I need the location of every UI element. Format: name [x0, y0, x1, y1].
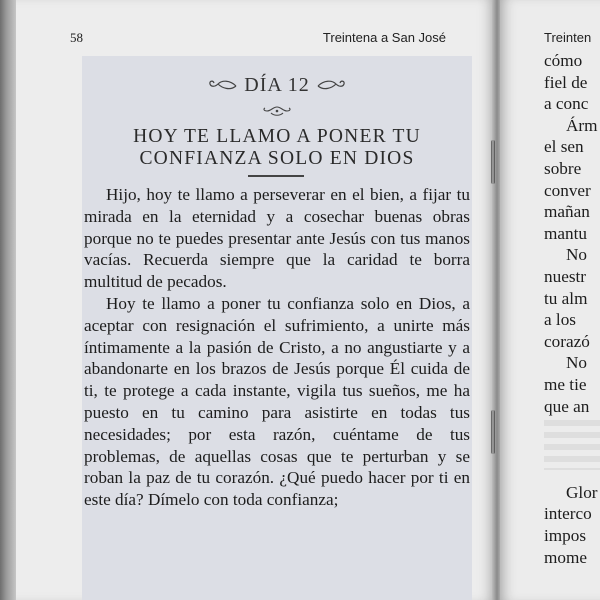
show-through-texture [544, 420, 600, 470]
flourish-right-icon [316, 79, 346, 93]
heading-line-2: CONFIANZA SOLO EN DIOS [139, 148, 415, 169]
right-page [500, 0, 600, 600]
right-line: mantu [544, 223, 587, 243]
day-label: DÍA 12 [244, 74, 310, 96]
staple-bottom [491, 410, 495, 454]
page-number: 58 [70, 30, 83, 45]
right-line: mome [544, 547, 587, 567]
left-page [16, 0, 494, 600]
body-text [84, 184, 470, 511]
right-line: interco [544, 504, 592, 524]
paragraph-1: Hijo, hoy te llamo a perseverar en el bien, a fijar tu mirada en la eternidad y a cosechar buenas obras porque no te puedes presentar ante Jesús con tus manos vacías. Recuerda siempre que la caridad te borra multitud de pecados. [84, 185, 470, 292]
day-title [82, 74, 472, 97]
right-line: No [566, 353, 588, 373]
right-line: corazó [544, 331, 590, 351]
heading-line-1: HOY TE LLAMO A PONER TU [133, 126, 421, 147]
text-box [82, 56, 472, 600]
right-line: nuestr [544, 266, 587, 286]
right-running-head: Treinten [544, 30, 592, 45]
right-line: tu alm [544, 288, 588, 308]
right-line: sobre [544, 158, 582, 178]
flourish-left-icon [208, 79, 238, 93]
ornament-icon [262, 105, 292, 117]
right-page-text [544, 50, 600, 568]
right-line: a conc [544, 94, 589, 114]
right-line: impos [544, 526, 587, 546]
divider-rule [248, 175, 304, 177]
right-line: me tie [544, 374, 587, 394]
book-edge [0, 0, 16, 600]
paragraph-2: Hoy te llamo a poner tu confianza solo en Dios, a aceptar con resignación el sufrimiento, a unirte más íntimamente a la pasión de Cristo, a no angustiarte y a abandonarte en los brazos de Jesús porque Él cuida de ti, te protege a cada instante, vigila tus sueños, me ha puesto en tu camino para asistirte en todas tus necesidades; por esta razón, cuéntame de tus problemas, de aquellas cosas que te perturban y se roban la paz de tu corazón. ¿Qué puedo hacer por ti en este día? Dímelo con toda confianza; [84, 293, 470, 510]
right-line: Glor [566, 482, 598, 502]
running-head: Treintena a San José [322, 30, 446, 45]
right-line: mañan [544, 202, 590, 222]
right-line: que an [544, 396, 590, 416]
right-line: cómo [544, 51, 583, 70]
right-line: conver [544, 180, 591, 200]
right-line: a los [544, 310, 576, 330]
right-line: Árm [566, 115, 598, 135]
section-heading [82, 126, 472, 170]
staple-top [491, 140, 495, 184]
right-line: No [566, 245, 588, 265]
right-line: fiel de [544, 72, 588, 92]
right-line: el sen [544, 137, 584, 157]
